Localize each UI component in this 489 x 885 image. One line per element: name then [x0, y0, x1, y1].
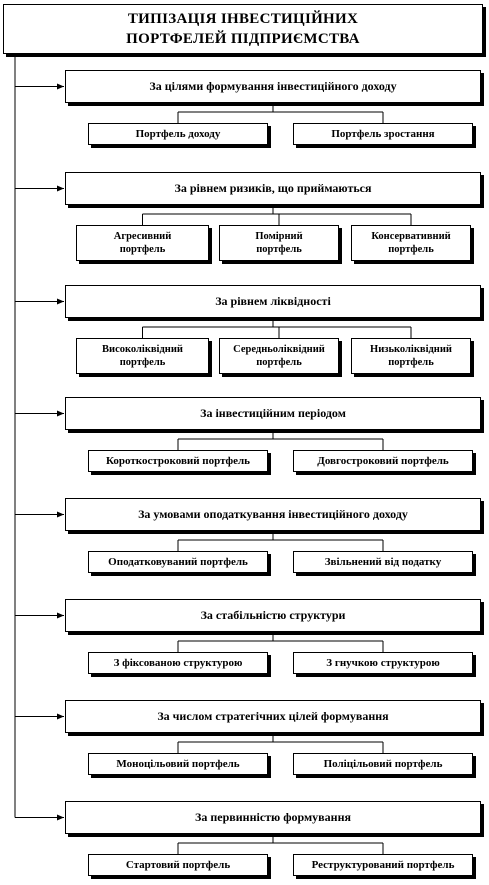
portfolio-type-box: Портфель зростання — [293, 123, 473, 145]
category-box: За інвестиційним періодом — [65, 397, 481, 430]
category-box: За рівнем ризиків, що приймаються — [65, 172, 481, 205]
category-box: За умовами оподаткування інвестиційного доходу — [65, 498, 481, 531]
portfolio-type-box: Агресивний портфель — [76, 225, 209, 261]
portfolio-type-box: Моноцільовий портфель — [88, 753, 268, 775]
portfolio-type-box: Поліцільовий портфель — [293, 753, 473, 775]
portfolio-type-box: Стартовий портфель — [88, 854, 268, 876]
portfolio-type-box: Оподатковуваний портфель — [88, 551, 268, 573]
portfolio-type-box: Короткостроковий портфель — [88, 450, 268, 472]
portfolio-type-box: Довгостроковий портфель — [293, 450, 473, 472]
portfolio-type-box: Портфель доходу — [88, 123, 268, 145]
category-box: За числом стратегічних цілей формування — [65, 700, 481, 733]
category-box: За рівнем ліквідності — [65, 285, 481, 318]
portfolio-type-box: З гнучкою структурою — [293, 652, 473, 674]
portfolio-type-box: З фіксованою структурою — [88, 652, 268, 674]
portfolio-type-box: Низьколіквідний портфель — [351, 338, 471, 374]
portfolio-type-box: Помірний портфель — [219, 225, 339, 261]
portfolio-type-box: Середньоліквідний портфель — [219, 338, 339, 374]
portfolio-type-box: Звільнений від податку — [293, 551, 473, 573]
category-box: За первинністю формування — [65, 801, 481, 834]
portfolio-type-box: Реструктурований портфель — [293, 854, 473, 876]
category-box: За стабільністю структури — [65, 599, 481, 632]
portfolio-type-box: Консервативний портфель — [351, 225, 471, 261]
portfolio-type-box: Високоліквідний портфель — [76, 338, 209, 374]
diagram-title: ТИПІЗАЦІЯ ІНВЕСТИЦІЙНИХ ПОРТФЕЛЕЙ ПІДПРИЄМСТВА — [3, 4, 483, 54]
category-box: За цілями формування інвестиційного доходу — [65, 70, 481, 103]
